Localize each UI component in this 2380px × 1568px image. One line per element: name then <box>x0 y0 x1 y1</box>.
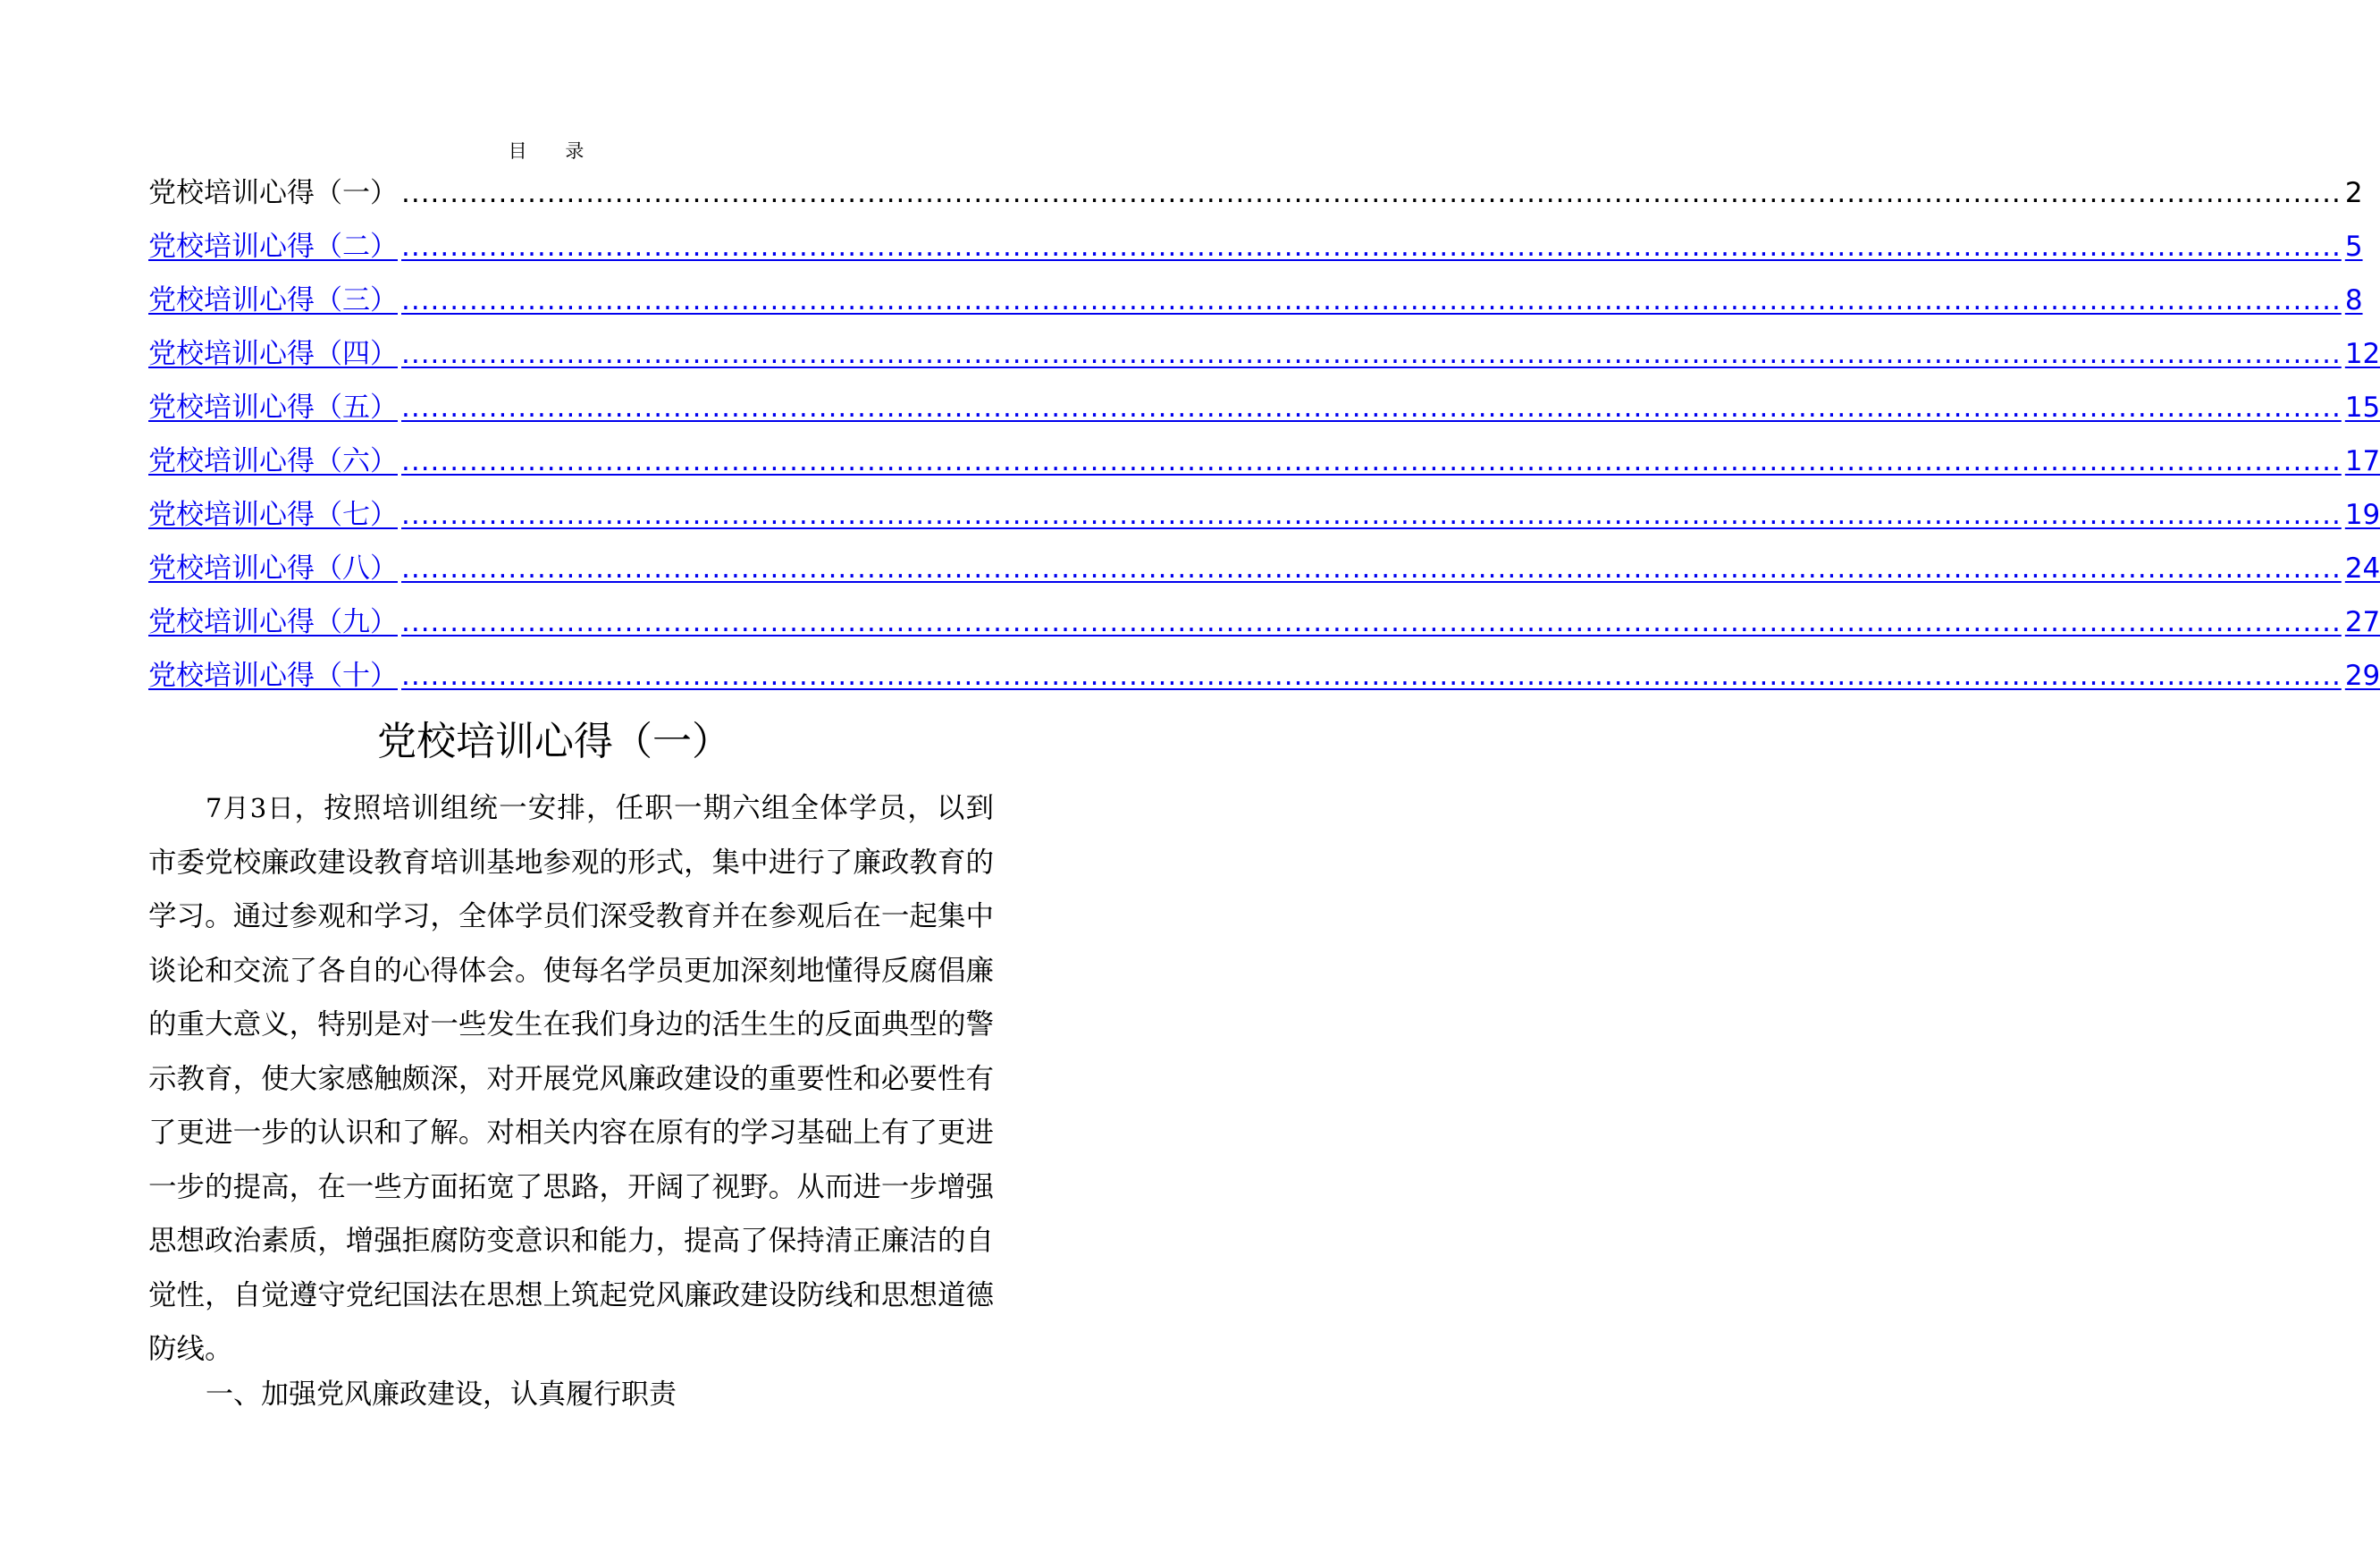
toc-entry-title: 党校培训心得（九） <box>148 606 398 638</box>
toc-entry-title: 党校培训心得（十） <box>148 660 398 692</box>
section-heading: 一、加强党风廉政建设，认真履行职责 <box>206 1378 677 1411</box>
toc-entry-page-number: 17 <box>2344 445 2380 477</box>
table-of-contents <box>148 166 2380 703</box>
toc-entry-title: 党校培训心得（六） <box>148 445 398 477</box>
toc-entry[interactable] <box>148 327 2380 381</box>
toc-leader-dots: ........................................................................................................................................................................................................ <box>401 606 2342 638</box>
toc-entry-page-number: 8 <box>2344 284 2363 316</box>
toc-entry[interactable] <box>148 542 2380 595</box>
toc-entry-title: 党校培训心得（五） <box>148 392 398 424</box>
toc-entry-title: 党校培训心得（七） <box>148 499 398 531</box>
toc-entry-page-number: 24 <box>2344 552 2380 585</box>
paragraph-date: 7月3日 <box>206 793 295 823</box>
toc-entry-title: 党校培训心得（二） <box>148 231 398 263</box>
toc-entry-page-number: 27 <box>2344 606 2380 638</box>
toc-leader-dots: ........................................................................................................................................................................................................ <box>401 660 2342 692</box>
toc-entry-page-number: 2 <box>2344 177 2363 209</box>
toc-entry-title: 党校培训心得（一） <box>148 177 398 209</box>
toc-entry-title: 党校培训心得（三） <box>148 284 398 316</box>
toc-heading: 目 录 <box>508 140 601 162</box>
toc-leader-dots: ........................................................................................................................................................................................................ <box>401 284 2342 316</box>
toc-entry-page-number: 19 <box>2344 499 2380 531</box>
toc-entry[interactable] <box>148 166 2363 220</box>
toc-leader-dots: ........................................................................................................................................................................................................ <box>401 231 2342 263</box>
toc-entry[interactable] <box>148 220 2363 274</box>
toc-entry[interactable] <box>148 274 2363 327</box>
toc-entry[interactable] <box>148 434 2380 488</box>
toc-entry[interactable] <box>148 381 2380 434</box>
article-paragraph <box>148 781 994 1377</box>
toc-entry[interactable] <box>148 488 2380 542</box>
toc-entry[interactable] <box>148 595 2380 649</box>
toc-entry-page-number: 15 <box>2344 392 2380 424</box>
toc-leader-dots: ........................................................................................................................................................................................................ <box>401 445 2342 477</box>
toc-entry-page-number: 5 <box>2344 231 2363 263</box>
toc-entry-page-number: 29 <box>2344 660 2380 692</box>
toc-leader-dots: ........................................................................................................................................................................................................ <box>401 177 2342 209</box>
toc-entry-title: 党校培训心得（八） <box>148 552 398 585</box>
paragraph-text: ，按照培训组统一安排，任职一期六组全体学员，以到市委党校廉政建设教育培训基地参观的形式，集中进行了廉政教育的学习。通过参观和学习，全体学员们深受教育并在参观后在一起集中谈论和交流了各自的心得体会。使每名学员更加深刻地懂得反腐倡廉的重大意义，特别是对一些发生在我们身边的活生生的反面典型的警示教育，使大家感触颇深，对开展党风廉政建设的重要性和必要性有了更进一步的认识和了解。对相关内容在原有的学习基础上有了更进一步的提高，在一些方面拓宽了思路，开阔了视野。从而进一步增强思想政治素质，增强拒腐防变意识和能力，提高了保持清正廉洁的自觉性，自觉遵守党纪国法在思想上筑起党风廉政建设防线和思想道德防线。 <box>148 792 994 1365</box>
article-title: 党校培训心得（一） <box>377 719 731 764</box>
toc-leader-dots: ........................................................................................................................................................................................................ <box>401 338 2342 370</box>
toc-entry-page-number: 12 <box>2344 338 2380 370</box>
toc-entry-title: 党校培训心得（四） <box>148 338 398 370</box>
toc-entry[interactable] <box>148 649 2380 703</box>
toc-leader-dots: ........................................................................................................................................................................................................ <box>401 499 2342 531</box>
toc-leader-dots: ........................................................................................................................................................................................................ <box>401 392 2342 424</box>
toc-leader-dots: ........................................................................................................................................................................................................ <box>401 552 2342 585</box>
